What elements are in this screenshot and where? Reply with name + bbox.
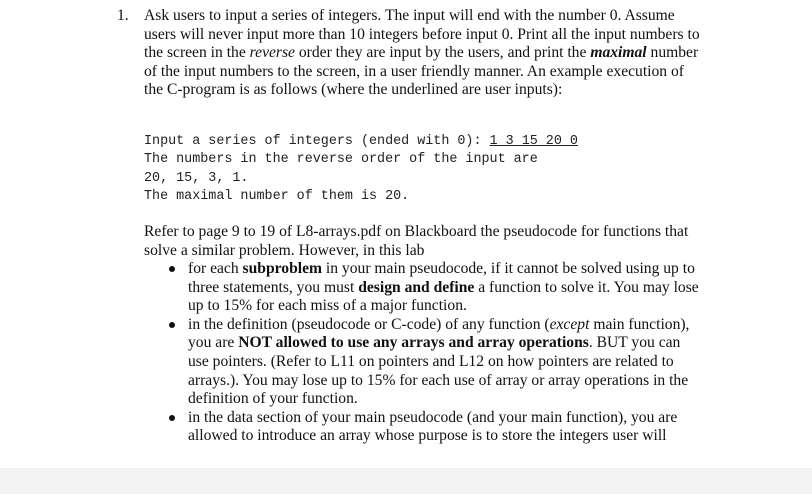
bullet-2-text-2: main function), you are [188,315,690,352]
code-line-1-user-input: 1 3 15 20 0 [489,134,578,149]
bullet-1-bold-1: subproblem [242,260,322,277]
bullet-icon [169,322,175,328]
list-item [144,260,704,316]
bullet-1-text-3: a function to solve it. You may lose up to 15% for each miss of a major function. [188,278,699,315]
code-line-2: The numbers in the reverse order of the input are [144,152,538,168]
reverse-emphasis: reverse [249,44,295,62]
bullet-3-text-1: in the data section of your main pseudocode (and your main function), you are allowed to introduce an array whose purpose is to store the integers user will [188,408,678,445]
intro-text-3: number of the input numbers to the screen, in a user friendly manner. An example execution of the C-program is as follows (where the underlined are user inputs): [144,44,699,99]
bullet-2-bold: NOT allowed to use any arrays and array operations [238,334,589,352]
bullet-1-text-2: in your main pseudocode, if it cannot be solved using up to three statements, you must [188,260,695,296]
bullet-1-text-1: for each [188,260,243,277]
bullet-icon [169,415,175,421]
bullet-2-text-1: in the definition (pseudocode or C-code) of any function ( [188,315,550,333]
requirements-list [144,260,704,446]
code-line-1-prompt: Input a series of integers (ended with 0): [144,134,490,149]
maximal-emphasis: maximal [590,44,647,62]
list-item [144,316,704,409]
bullet-icon [169,266,175,272]
list-item [144,409,704,446]
refer-paragraph: Refer to page 9 to 19 of L8-arrays.pdf on Blackboard the pseudocode for functions that solve a similar problem. However, in this lab [144,223,689,259]
intro-text-1: Ask users to input a series of integers. The input will end with the number 0. Assume users will never input more than 10 integers before input 0. Print all the input numbers to the screen in the [144,7,700,62]
page-bottom-band [0,468,812,494]
bullet-1-bold-2: design and define [358,278,475,296]
list-number: 1. [117,7,129,24]
bullet-2-text-3: . BUT you can use pointers. (Refer to L11 on pointers and L12 on how pointers are related to arrays.). You may lose up to 15% for each use of array or array operations in the definition of your function. [188,334,689,408]
code-example [144,133,704,207]
intro-text-2: order they are input by the users, and print the [294,44,591,62]
bullet-2-italic: except [549,315,590,333]
intro-paragraph [144,7,704,100]
code-line-4: The maximal number of them is 20. [144,189,410,205]
code-line-3: 20, 15, 3, 1. [144,170,249,186]
